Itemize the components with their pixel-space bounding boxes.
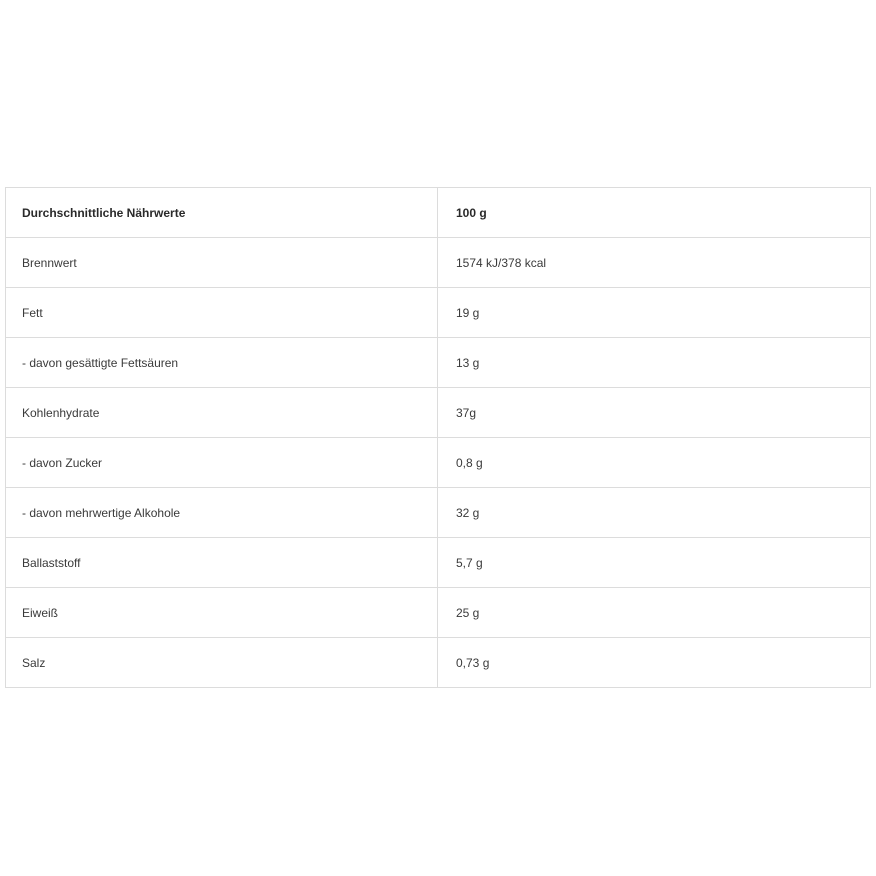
table-row (6, 538, 871, 588)
table-row (6, 338, 871, 388)
nutrient-name: Kohlenhydrate (6, 388, 438, 438)
nutrient-value: 13 g (438, 338, 871, 388)
nutrient-name: Ballaststoff (6, 538, 438, 588)
nutrient-value: 19 g (438, 288, 871, 338)
table-row (6, 388, 871, 438)
table-row (6, 238, 871, 288)
table-row (6, 588, 871, 638)
header-amount-label: 100 g (438, 188, 871, 238)
table-row (6, 638, 871, 688)
nutrient-name: - davon mehrwertige Alkohole (6, 488, 438, 538)
nutrient-name: Fett (6, 288, 438, 338)
nutrition-table (5, 187, 871, 688)
nutrient-value: 0,73 g (438, 638, 871, 688)
table-row (6, 438, 871, 488)
header-nutrient-label: Durchschnittliche Nährwerte (6, 188, 438, 238)
nutrient-value: 1574 kJ/378 kcal (438, 238, 871, 288)
nutrient-name: - davon Zucker (6, 438, 438, 488)
nutrient-value: 5,7 g (438, 538, 871, 588)
table-row (6, 288, 871, 338)
table-row (6, 488, 871, 538)
nutrient-value: 37g (438, 388, 871, 438)
nutrient-value: 25 g (438, 588, 871, 638)
nutrient-value: 32 g (438, 488, 871, 538)
table-header-row (6, 188, 871, 238)
nutrient-name: Brennwert (6, 238, 438, 288)
nutrient-value: 0,8 g (438, 438, 871, 488)
nutrient-name: Eiweiß (6, 588, 438, 638)
nutrient-name: Salz (6, 638, 438, 688)
nutrient-name: - davon gesättigte Fettsäuren (6, 338, 438, 388)
